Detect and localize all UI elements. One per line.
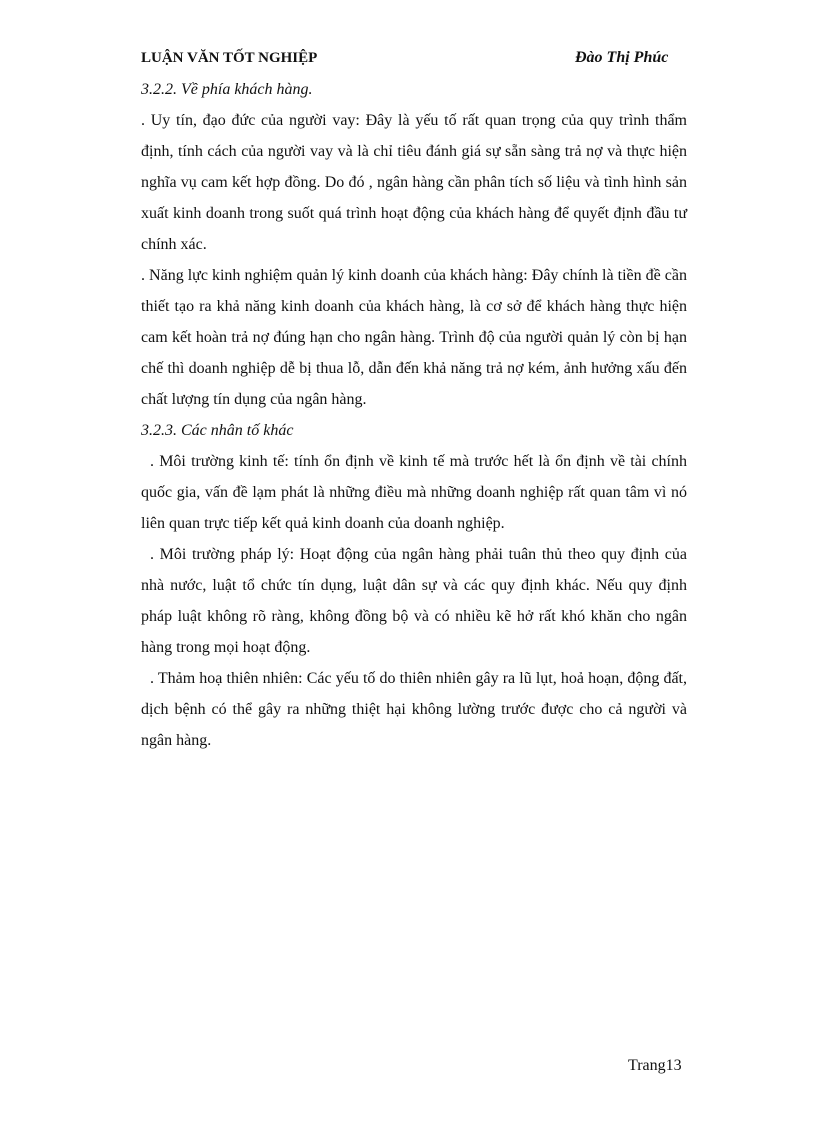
paragraph: . Môi trường kinh tế: tính ổn định về kinh tế mà trước hết là ổn định về tài chính quốc gia, vấn đề lạm phát là những điều mà những doanh nghiệp rất quan tâm vì nó liên quan trực tiếp kết quả kinh doanh của doanh nghiệp.: [141, 453, 687, 532]
paragraph: . Năng lực kinh nghiệm quản lý kinh doanh của khách hàng: Đây chính là tiền đề cần thiết tạo ra khả năng kinh doanh của khách hàng, là cơ sở để khách hàng thực hiện cam kết hoàn trả nợ đúng hạn cho ngân hàng. Trình độ của người quản lý còn bị hạn chế thì doanh nghiệp dễ bị thua lỗ, dẫn đến khả năng trả nợ kém, ảnh hưởng xấu đến chất lượng tín dụng của ngân hàng.: [141, 267, 687, 408]
page-number: Trang13: [628, 1057, 682, 1074]
paragraph: . Thảm hoạ thiên nhiên: Các yếu tố do thiên nhiên gây ra lũ lụt, hoả hoạn, động đất, dịch bệnh có thể gây ra những thiệt hại không lường trước được cho cả người và ngân hàng.: [141, 670, 687, 749]
document-body: [141, 74, 687, 756]
document-header-author: Đào Thị Phúc: [575, 49, 669, 66]
document-header-title: LUẬN VĂN TỐT NGHIỆP: [141, 50, 318, 66]
section-heading: 3.2.3. Các nhân tố khác: [141, 422, 294, 439]
paragraph: . Môi trường pháp lý: Hoạt động của ngân hàng phải tuân thủ theo quy định của nhà nước, luật tổ chức tín dụng, luật dân sự và các quy định khác. Nếu quy định pháp luật không rõ ràng, không đồng bộ và có nhiều kẽ hở rất khó khăn cho ngân hàng trong mọi hoạt động.: [141, 546, 687, 656]
paragraph: . Uy tín, đạo đức của người vay: Đây là yếu tố rất quan trọng của quy trình thẩm định, tính cách của người vay và là chỉ tiêu đánh giá sự sẵn sàng trả nợ và thực hiện nghĩa vụ cam kết hợp đồng. Do đó , ngân hàng cần phân tích số liệu và tình hình sản xuất kinh doanh trong suốt quá trình hoạt động của khách hàng để quyết định đầu tư chính xác.: [141, 112, 687, 253]
section-heading: 3.2.2. Về phía khách hàng.: [141, 81, 313, 98]
